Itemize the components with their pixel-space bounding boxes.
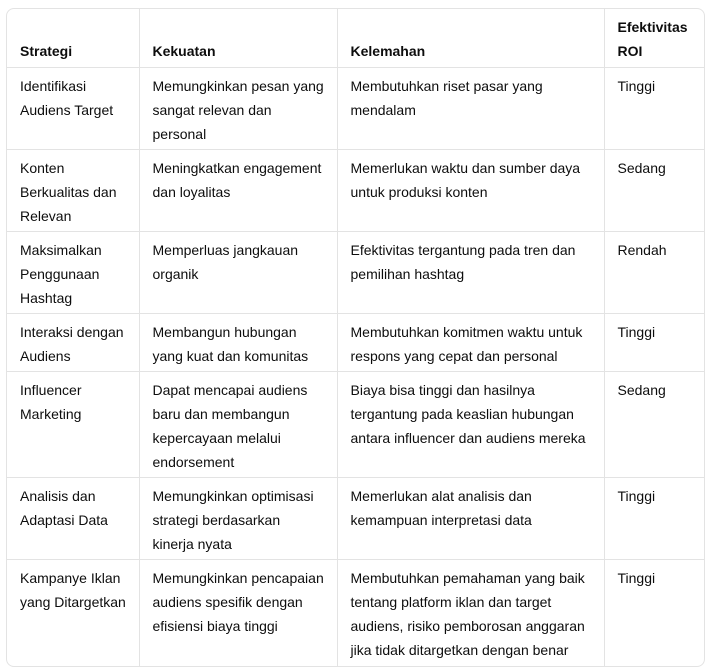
cell-kekuatan: Memungkinkan optimisasi strategi berdasarkan kinerja nyata <box>139 478 337 560</box>
cell-efektivitas-roi: Tinggi <box>604 314 704 372</box>
cell-strategi: Konten Berkualitas dan Relevan <box>7 150 139 232</box>
cell-efektivitas-roi: Tinggi <box>617 570 656 586</box>
cell-kelemahan: Efektivitas tergantung pada tren dan pemilihan hashtag <box>337 232 604 314</box>
strategy-table <box>7 9 704 666</box>
strategy-table-container <box>6 8 705 667</box>
cell-kelemahan: Memerlukan waktu dan sumber daya untuk produksi konten <box>337 150 604 232</box>
cell-efektivitas-roi: Tinggi <box>604 478 704 560</box>
cell-strategi: Influencer Marketing <box>7 372 139 478</box>
cell-kelemahan: Membutuhkan pemahaman yang baik tentang platform iklan dan target audiens, risiko pemborosan anggaran jika tidak ditargetkan dengan benar <box>337 560 604 666</box>
cell-efektivitas-roi: Tinggi <box>604 68 704 150</box>
header-kelemahan: Kelemahan <box>337 9 604 68</box>
cell-kekuatan: Memperluas jangkauan organik <box>139 232 337 314</box>
table-header-row <box>7 9 704 68</box>
header-strategi: Strategi <box>7 9 139 68</box>
header-kekuatan: Kekuatan <box>139 9 337 68</box>
table-row <box>7 68 704 150</box>
cell-kekuatan: Memungkinkan pencapaian audiens spesifik dengan efisiensi biaya tinggi <box>139 560 337 666</box>
cell-kelemahan: Biaya bisa tinggi dan hasilnya tergantung pada keaslian hubungan antara influencer dan audiens mereka <box>337 372 604 478</box>
cell-kekuatan: Membangun hubungan yang kuat dan komunitas <box>139 314 337 372</box>
cell-kelemahan: Membutuhkan komitmen waktu untuk respons yang cepat dan personal <box>337 314 604 372</box>
cell-kelemahan: Memerlukan alat analisis dan kemampuan interpretasi data <box>337 478 604 560</box>
cell-efektivitas-roi: Sedang <box>604 372 704 478</box>
cell-efektivitas-roi: Sedang <box>604 150 704 232</box>
cell-strategi: Maksimalkan Penggunaan Hashtag <box>7 232 139 314</box>
table-row <box>7 478 704 560</box>
cell-strategi: Interaksi dengan Audiens <box>7 314 139 372</box>
cell-strategi: Identifikasi Audiens Target <box>7 68 139 150</box>
table-row <box>7 232 704 314</box>
table-row <box>7 314 704 372</box>
cell-kekuatan: Meningkatkan engagement dan loyalitas <box>139 150 337 232</box>
cell-kekuatan: Dapat mencapai audiens baru dan membangun kepercayaan melalui endorsement <box>139 372 337 478</box>
cell-kelemahan: Membutuhkan riset pasar yang mendalam <box>337 68 604 150</box>
cell-kekuatan: Memungkinkan pesan yang sangat relevan dan personal <box>139 68 337 150</box>
table-row <box>7 150 704 232</box>
header-efektivitas-roi: Efektivitas ROI <box>604 9 704 68</box>
table-row <box>7 560 704 666</box>
cell-efektivitas-roi: Rendah <box>604 232 704 314</box>
cell-strategi: Kampanye Iklan yang Ditargetkan <box>7 560 139 666</box>
table-row <box>7 372 704 478</box>
cell-strategi: Analisis dan Adaptasi Data <box>7 478 139 560</box>
